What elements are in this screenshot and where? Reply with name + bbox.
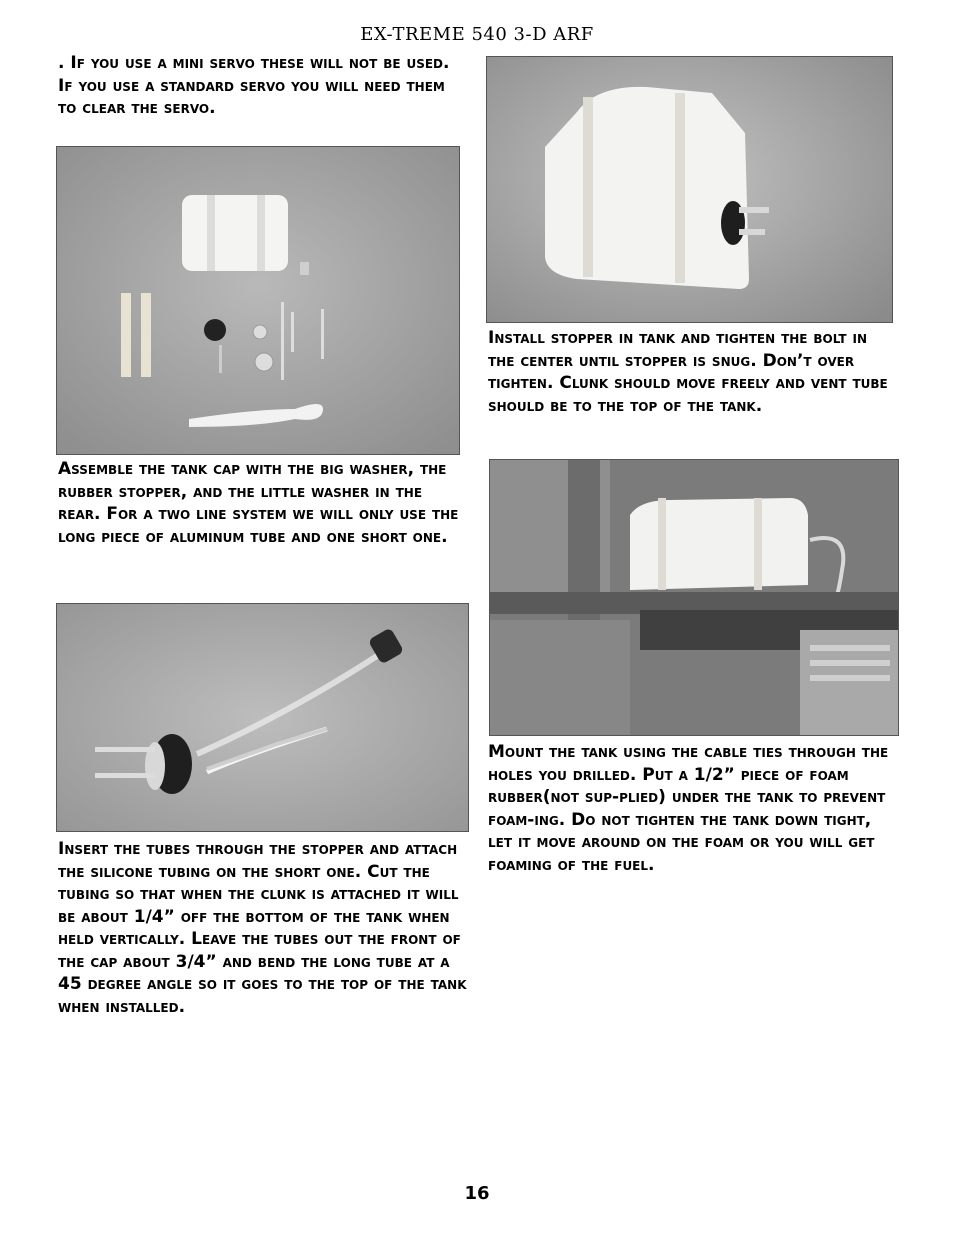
page-number: 16: [464, 1183, 490, 1204]
paragraph-servo-note: . If you use a mini servo these will not be used. If you use a standard servo you will need them to clear the servo.: [58, 53, 450, 118]
paragraph-insert-tubes: Insert the tubes through the stopper and attach the silicone tubing on the short one. Cut the tubing so that when the clunk is attached it will be about 1/4” off the bottom of the tank when held vertically. Leave the tubes out the front of the cap about 3/4” and bend the long tube at a 45 degree angle so it goes to the top of the tank when installed.: [58, 839, 467, 1017]
page-header: EX-TREME 540 3-D ARF: [360, 24, 594, 45]
paragraph-assemble-cap: Assemble the tank cap with the big washer, the rubber stopper, and the little washer in the rear. For a two line system we will only use the long piece of aluminum tube and one short one.: [58, 459, 459, 547]
photo-tank-mounted: [489, 459, 899, 736]
photo-tank-kit-parts: [56, 146, 460, 455]
photo-stopper-assembly: [56, 603, 469, 832]
paragraph-install-stopper: Install stopper in tank and tighten the bolt in the center until stopper is snug. Don’t over tighten. Clunk should move freely and vent tube should be to the top of the tank.: [488, 328, 888, 416]
paragraph-mount-tank: Mount the tank using the cable ties through the holes you drilled. Put a 1/2” piece of foam rubber(not sup-plied) under the tank to prevent foam-ing. Do not tighten the tank down tight, let it move around on the foam or you will get foaming of the fuel.: [488, 742, 889, 875]
photo-tank-with-stopper: [486, 56, 893, 323]
